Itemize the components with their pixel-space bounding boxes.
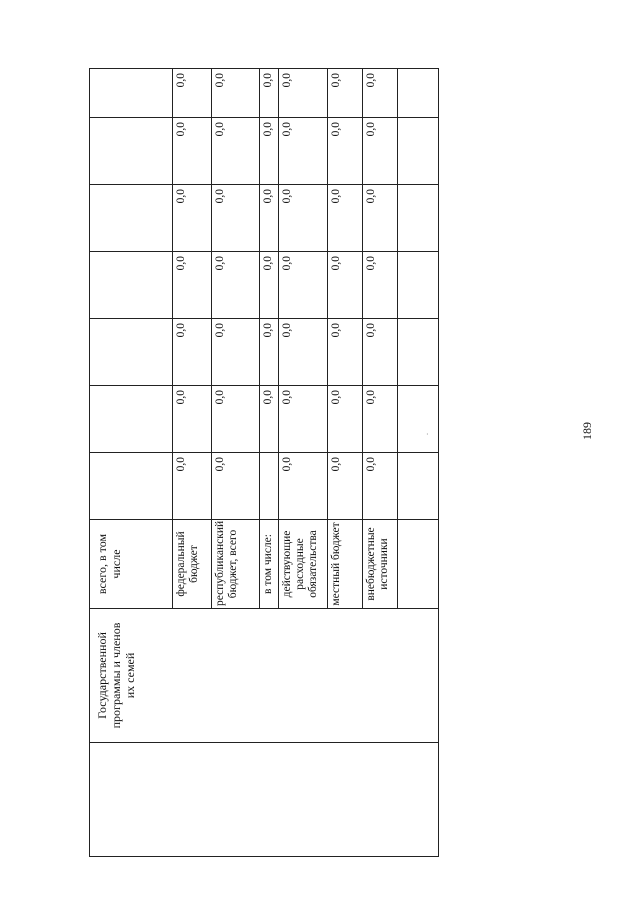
spacer-cell: [398, 386, 439, 453]
value-cell: 0,0: [260, 252, 279, 319]
total-value-cell: [90, 69, 173, 118]
value-cell: 0,0: [173, 252, 212, 319]
empty-number-cell: [90, 743, 439, 857]
total-value-cell: [90, 319, 173, 386]
value-cell: 0,0: [173, 185, 212, 252]
row-label: федеральный бюджет: [173, 520, 212, 609]
value-cell: 0,0: [260, 319, 279, 386]
spacer-cell: [398, 520, 439, 609]
value-cell: 0,0: [363, 252, 398, 319]
spacer-cell: [398, 185, 439, 252]
spacer-cell: [398, 319, 439, 386]
spacer-cell: [398, 118, 439, 185]
row-label: в том числе:: [260, 520, 279, 609]
value-cell: 0,0: [212, 386, 260, 453]
total-value-cell: [90, 118, 173, 185]
value-cell: 0,0: [212, 69, 260, 118]
budget-table: [89, 68, 439, 857]
row-label: местный бюджет: [328, 520, 363, 609]
value-cell: [260, 453, 279, 520]
value-cell: 0,0: [173, 118, 212, 185]
value-cell: 0,0: [279, 252, 328, 319]
value-cell: 0,0: [173, 319, 212, 386]
total-label-cell: всего, в том числе: [90, 520, 173, 609]
row-label: действующие расходные обязательства: [279, 520, 328, 609]
value-cell: 0,0: [212, 118, 260, 185]
rotated-page-content: [89, 69, 401, 857]
program-label-cell: Государственной программы и членов их семей: [90, 609, 439, 743]
row-label: республиканский бюджет, всего: [212, 520, 260, 609]
value-cell: 0,0: [279, 319, 328, 386]
value-cell: 0,0: [260, 185, 279, 252]
value-cell: 0,0: [279, 453, 328, 520]
table-row-header: [90, 69, 173, 857]
value-cell: 0,0: [363, 319, 398, 386]
value-cell: 0,0: [212, 453, 260, 520]
value-cell: 0,0: [363, 118, 398, 185]
value-cell: 0,0: [279, 185, 328, 252]
value-cell: 0,0: [279, 118, 328, 185]
value-cell: 0,0: [212, 185, 260, 252]
value-cell: 0,0: [212, 252, 260, 319]
value-cell: 0,0: [173, 453, 212, 520]
value-cell: 0,0: [328, 69, 363, 118]
total-value-cell: [90, 185, 173, 252]
value-cell: 0,0: [363, 386, 398, 453]
value-cell: 0,0: [173, 69, 212, 118]
value-cell: 0,0: [328, 118, 363, 185]
total-value-cell: [90, 453, 173, 520]
spacer-cell: [398, 453, 439, 520]
value-cell: 0,0: [212, 319, 260, 386]
value-cell: 0,0: [328, 319, 363, 386]
value-cell: 0,0: [260, 69, 279, 118]
value-cell: 0,0: [260, 118, 279, 185]
value-cell: 0,0: [260, 386, 279, 453]
value-cell: 0,0: [363, 453, 398, 520]
row-label: внебюджетные источники: [363, 520, 398, 609]
total-value-cell: [90, 386, 173, 453]
value-cell: 0,0: [363, 185, 398, 252]
total-value-cell: [90, 252, 173, 319]
value-cell: 0,0: [279, 386, 328, 453]
value-cell: 0,0: [328, 386, 363, 453]
value-cell: 0,0: [328, 453, 363, 520]
spacer-cell: [398, 69, 439, 118]
value-cell: 0,0: [279, 69, 328, 118]
page-number: 189: [580, 422, 594, 440]
spacer-cell: [398, 252, 439, 319]
value-cell: 0,0: [328, 252, 363, 319]
scan-speck: ·: [426, 430, 429, 439]
value-cell: 0,0: [328, 185, 363, 252]
value-cell: 0,0: [363, 69, 398, 118]
value-cell: 0,0: [173, 386, 212, 453]
